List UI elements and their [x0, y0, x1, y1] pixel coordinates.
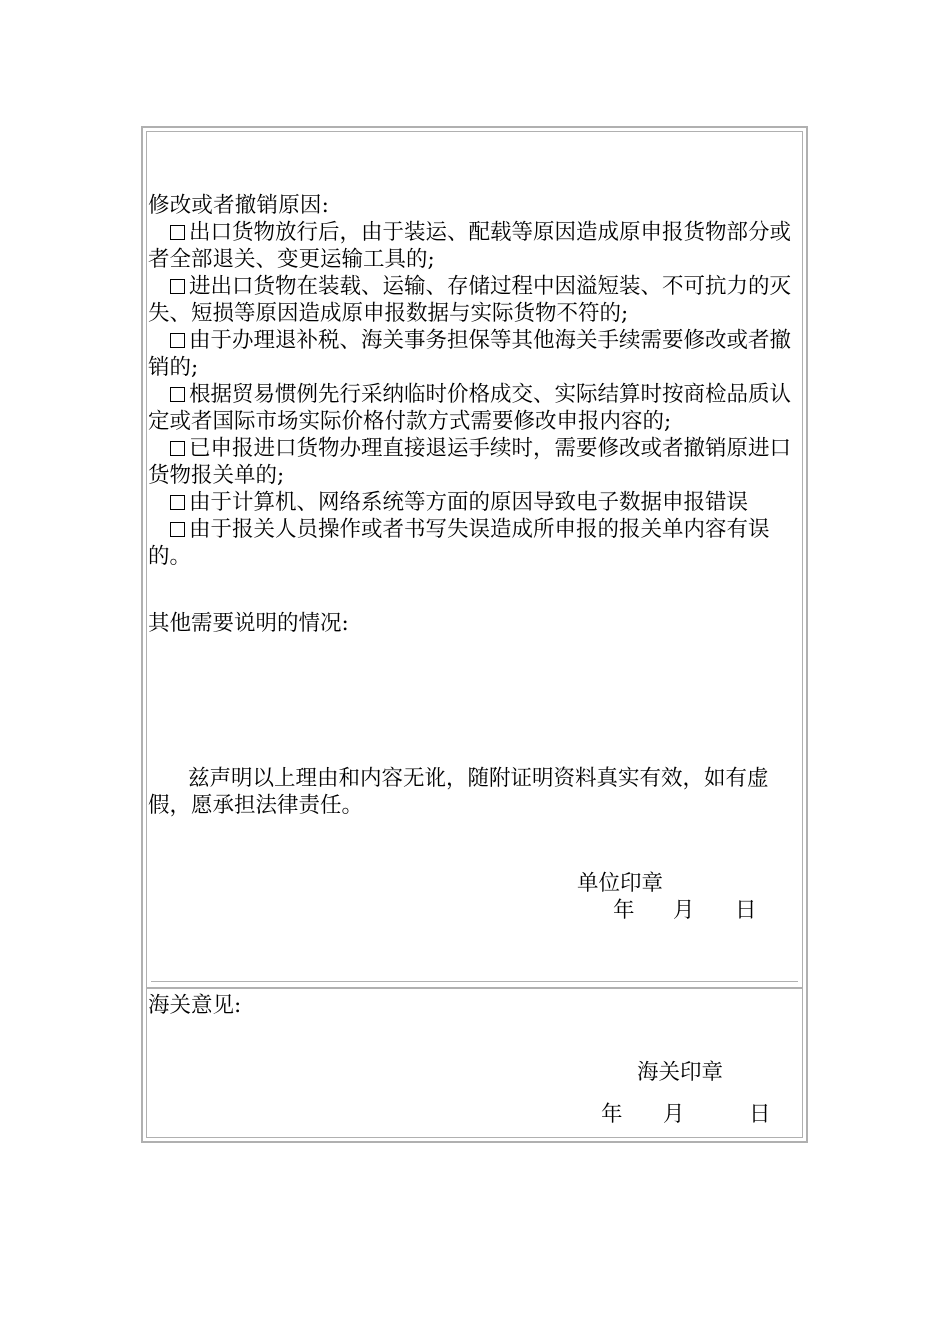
date-year-label: 年 — [613, 898, 635, 923]
reason-text: 由于计算机、网络系统等方面的原因导致电子数据申报错误 — [189, 490, 749, 515]
date-year-label: 年 — [601, 1102, 623, 1127]
customs-stamp-label: 海关印章 — [637, 1060, 724, 1085]
customs-opinion-title: 海关意见: — [148, 993, 242, 1018]
reason-text: 已申报进口货物办理直接退运手续时，需要修改或者撤销原进口货物报关单的; — [148, 436, 792, 488]
reason-text: 进出口货物在装载、运输、存储过程中因溢短装、不可抗力的灭失、短损等原因造成原申报数据与实际货物不符的; — [148, 274, 792, 326]
checkbox[interactable] — [170, 333, 185, 348]
reason-item — [148, 327, 810, 381]
reason-text: 由于报关人员操作或者书写失误造成所申报的报关单内容有误的。 — [148, 517, 770, 569]
reason-item — [148, 489, 810, 516]
date-month-label: 月 — [673, 898, 695, 923]
reason-item — [148, 435, 810, 489]
reason-text: 根据贸易惯例先行采纳临时价格成交、实际结算时按商检品质认定或者国际市场实际价格付款方式需要修改申报内容的; — [148, 382, 792, 434]
checkbox[interactable] — [170, 441, 185, 456]
other-notes-title: 其他需要说明的情况: — [148, 611, 349, 636]
date-day-label: 日 — [735, 898, 757, 923]
date-month-label: 月 — [663, 1102, 685, 1127]
reasons-title: 修改或者撤销原因: — [148, 193, 330, 218]
checkbox[interactable] — [170, 495, 185, 510]
customs-date — [601, 1101, 771, 1128]
reason-text: 由于办理退补税、海关事务担保等其他海关手续需要修改或者撤销的; — [148, 328, 792, 380]
company-stamp-label: 单位印章 — [577, 871, 664, 896]
reason-item — [148, 381, 810, 435]
company-date — [613, 897, 757, 924]
customs-section — [147, 987, 802, 1137]
checkbox[interactable] — [170, 387, 185, 402]
reason-item — [148, 516, 810, 570]
section-divider — [151, 981, 798, 982]
reason-item — [148, 273, 810, 327]
reason-text: 出口货物放行后，由于装运、配载等原因造成原申报货物部分或者全部退关、变更运输工具的; — [148, 220, 792, 272]
correction-form — [141, 126, 808, 1143]
reasons-list — [148, 219, 810, 570]
checkbox[interactable] — [170, 225, 185, 240]
checkbox[interactable] — [170, 522, 185, 537]
form-inner-border — [146, 131, 803, 1138]
declaration-text: 兹声明以上理由和内容无讹，随附证明资料真实有效，如有虚假，愿承担法律责任。 — [148, 766, 769, 818]
reason-item — [148, 219, 810, 273]
checkbox[interactable] — [170, 279, 185, 294]
applicant-section — [147, 132, 802, 984]
date-day-label: 日 — [749, 1102, 771, 1127]
